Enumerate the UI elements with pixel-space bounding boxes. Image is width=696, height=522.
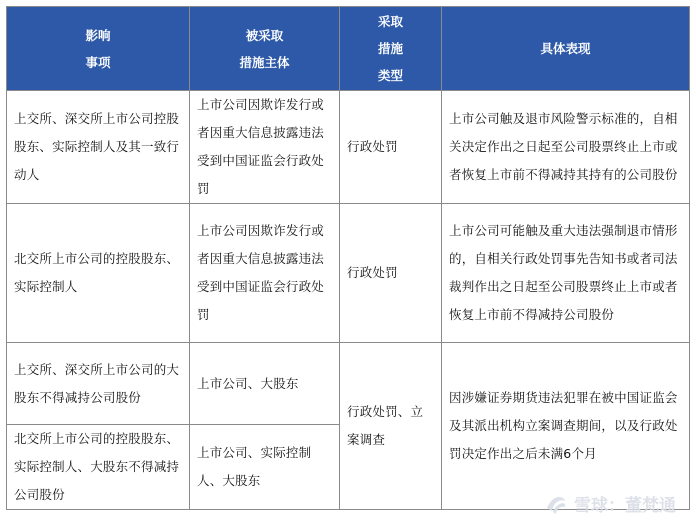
row-subject: 上市公司、实际控制人、大股东 bbox=[190, 425, 340, 510]
row-detail: 上市公司可能触及重大违法强制退市情形的，自相关行政处罚事先告知书或者司法裁判作出之日起至公司股票终止上市或者恢复上市前不得减持公司股份 bbox=[442, 204, 690, 343]
merged-detail: 因涉嫌证券期货违法犯罪在被中国证监会及其派出机构立案调查期间，以及行政处罚决定作出之后未满6个月 bbox=[442, 343, 690, 510]
row-measure-type: 行政处罚 bbox=[340, 91, 442, 204]
watermark bbox=[544, 491, 676, 516]
merged-measure-type: 行政处罚、立案调查 bbox=[340, 343, 442, 510]
row-subject: 上市公司、大股东 bbox=[190, 343, 340, 425]
header-subject: 被采取 措施主体 bbox=[190, 7, 340, 91]
snowball-logo-icon bbox=[544, 493, 568, 515]
table-header-row bbox=[7, 7, 690, 91]
row-subject: 上市公司因欺诈发行或者因重大信息披露违法受到中国证监会行政处罚 bbox=[190, 204, 340, 343]
watermark-text: 雪球：董梵通 bbox=[574, 496, 676, 516]
policy-table bbox=[6, 6, 690, 510]
row-impact: 北交所上市公司的控股股东、实际控制人、大股东不得减持公司股份 bbox=[7, 425, 190, 510]
row-measure-type: 行政处罚 bbox=[340, 204, 442, 343]
header-detail: 具体表现 bbox=[442, 7, 690, 91]
row-subject: 上市公司因欺诈发行或者因重大信息披露违法受到中国证监会行政处罚 bbox=[190, 91, 340, 204]
row-detail: 上市公司触及退市风险警示标准的，自相关决定作出之日起至公司股票终止上市或者恢复上市前不得减持其持有的公司股份 bbox=[442, 91, 690, 204]
row-impact: 上交所、深交所上市公司的大股东不得减持公司股份 bbox=[7, 343, 190, 425]
table-row bbox=[7, 91, 690, 204]
header-impact: 影响 事项 bbox=[7, 7, 190, 91]
row-impact: 北交所上市公司的控股股东、实际控制人 bbox=[7, 204, 190, 343]
table-row bbox=[7, 204, 690, 343]
table-row bbox=[7, 343, 690, 425]
row-impact: 上交所、深交所上市公司控股股东、实际控制人及其一致行动人 bbox=[7, 91, 190, 204]
header-measure-type: 采取 措施 类型 bbox=[340, 7, 442, 91]
